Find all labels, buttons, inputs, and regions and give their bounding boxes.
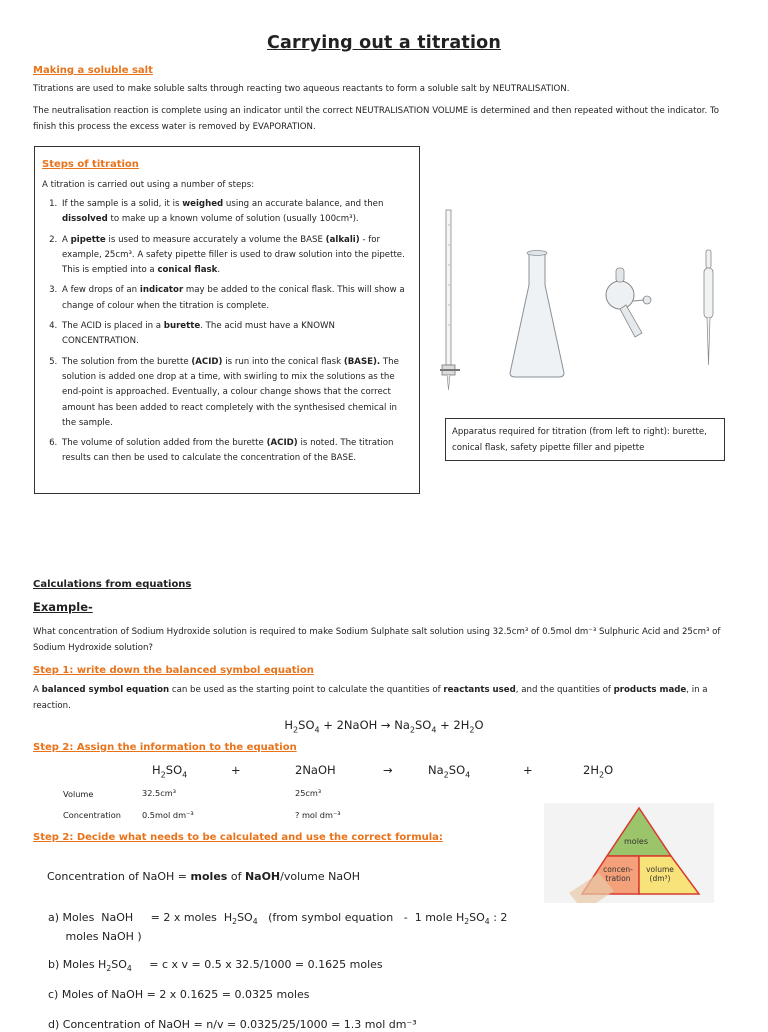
making-salt-paragraph-1: Titrations are used to make soluble salts through reacting two aqueous reactants to form a soluble salt by NEUTRALISATION. bbox=[33, 84, 570, 94]
step-item: 4. The ACID is placed in a burette. The acid must have a KNOWN CONCENTRATION. bbox=[60, 319, 413, 350]
naoh-concentration: ? mol dm⁻³ bbox=[295, 810, 341, 820]
concentration-row-label: Concentration bbox=[63, 810, 121, 820]
calc-step-c: c) Moles of NaOH = 2 x 0.1625 = 0.0325 moles bbox=[48, 988, 310, 1001]
pipette-filler-icon bbox=[606, 268, 651, 337]
triangle-concentration-label: concen-tration bbox=[603, 865, 633, 883]
triangle-moles-label: moles bbox=[624, 837, 648, 846]
making-salt-paragraph-2: The neutralisation reaction is complete using an indicator until the correct NEUTRALISATION VOLUME is determined and then repeated without the indicator. To finish this process the excess water is removed by EVAPORATION. bbox=[33, 106, 720, 132]
triangle-volume-label: volume (dm³) bbox=[646, 865, 674, 883]
calculations-heading: Calculations from equations bbox=[33, 579, 192, 590]
triangle-top-segment bbox=[607, 808, 671, 856]
step-item: 3. A few drops of an indicator may be added to the conical flask. This will show a change of colour when the titration is complete. bbox=[60, 283, 413, 314]
volume-row-label: Volume bbox=[63, 789, 94, 799]
plus-sign: + bbox=[231, 763, 241, 777]
naoh-label: 2NaOH bbox=[295, 763, 336, 777]
example-question: What concentration of Sodium Hydroxide solution is required to make Sodium Sulphate salt solution using 32.5cm³ of 0.5mol dm⁻³ Sulphuric Acid and 25cm³ of Sodium Hydroxide solution? bbox=[33, 627, 721, 653]
step-item: 6. The volume of solution added from the burette (ACID) is noted. The titration results can then be used to calculate the concentration of the BASE. bbox=[60, 436, 413, 467]
plus-sign: + bbox=[523, 763, 533, 777]
page-title: Carrying out a titration bbox=[266, 33, 502, 53]
steps-of-titration-box bbox=[34, 146, 420, 494]
formula-triangle-panel bbox=[544, 803, 714, 903]
steps-intro: A titration is carried out using a number of steps: bbox=[42, 180, 255, 190]
making-salt-heading: Making a soluble salt bbox=[33, 65, 153, 76]
burette-icon bbox=[440, 210, 460, 390]
h2so4-concentration: 0.5mol dm⁻³ bbox=[142, 810, 194, 820]
calc-step-a: a) Moles NaOH = 2 x moles $H_2SO_4$ (from symbol equation - 1 mole $H_2SO_4$ : 2 moles NaOH ) bbox=[48, 911, 508, 944]
calc-step-b: b) Moles $H_2SO_4$ = c x v = 0.5 x 32.5/1000 = 0.1625 moles bbox=[48, 958, 383, 974]
step-item: 2. A pipette is used to measure accurately a volume the BASE (alkali) - for example, 25cm³. A safety pipette filler is used to draw solution into the pipette. This is emptied into a conical flask. bbox=[60, 233, 413, 279]
step-item: 1. If the sample is a solid, it is weighed using an accurate balance, and then dissolved to make up a known volume of solution (usually 100cm³). bbox=[60, 197, 413, 228]
arrow-sign: → bbox=[383, 763, 393, 777]
steps-heading: Steps of titration bbox=[42, 159, 139, 170]
na2so4-label: $Na_2SO_4$ bbox=[428, 763, 471, 780]
h2so4-volume: 32.5cm³ bbox=[142, 788, 176, 798]
step1-heading: Step 1: write down the balanced symbol equation bbox=[33, 665, 314, 676]
step1-text: A balanced symbol equation can be used as the starting point to calculate the quantities of reactants used, and the quantities of products made, in a reaction. bbox=[33, 685, 708, 711]
calc-step-d: d) Concentration of NaOH = n/v = 0.0325/25/1000 = 1.3 mol dm⁻³ bbox=[48, 1018, 417, 1031]
step2-heading: Step 2: Assign the information to the equation bbox=[33, 742, 297, 753]
naoh-volume: 25cm³ bbox=[295, 788, 322, 798]
pipette-icon bbox=[704, 250, 713, 365]
step3-heading: Step 2: Decide what needs to be calculated and use the correct formula: bbox=[33, 832, 443, 843]
h2o-label: $2H_2O$ bbox=[583, 763, 614, 780]
step-item: 5. The solution from the burette (ACID) is run into the conical flask (BASE). The solution is added one drop at a time, with swirling to mix the solutions as the end-point is approached. Eventually, a colour change shows that the correct amount has been added to react completely with the synthesised chemical in the sample. bbox=[60, 355, 413, 431]
conical-flask-icon bbox=[510, 251, 564, 378]
apparatus-illustration bbox=[430, 205, 730, 405]
h2so4-label: $H_2SO_4$ bbox=[152, 763, 188, 780]
steps-list bbox=[41, 197, 413, 472]
balanced-equation: $H_2SO_4$ + 2NaOH → $Na_2SO_4 + 2H_2O$ bbox=[284, 718, 484, 735]
formula-triangle-icon bbox=[544, 803, 714, 903]
example-heading: Example- bbox=[33, 600, 93, 614]
apparatus-caption-box bbox=[445, 418, 725, 461]
apparatus-caption: Apparatus required for titration (from left to right): burette, conical flask, safety pipette filler and pipette bbox=[452, 427, 707, 453]
concentration-formula: Concentration of NaOH = moles of NaOH/volume NaOH bbox=[47, 870, 360, 883]
